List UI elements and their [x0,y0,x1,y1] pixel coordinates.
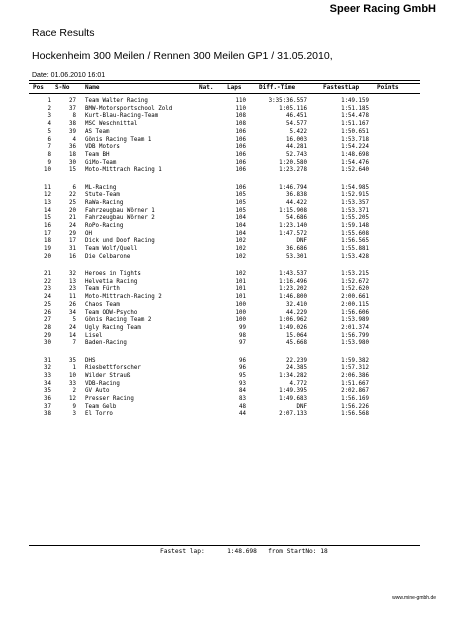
cell-pos: 37 [44,403,51,410]
cell-name: Moto-Mittrach-Racing 2 [85,294,162,301]
cell-fastest-lap: 1:55.881 [341,246,369,253]
cell-startno: 2 [72,388,76,395]
cell-fastest-lap: 1:52.620 [341,286,369,293]
column-header-nat: Nat. [199,84,214,91]
cell-diff-time: 1:34.282 [279,372,307,379]
cell-diff-time: 1:46.800 [279,294,307,301]
cell-startno: 33 [69,380,76,387]
cell-pos: 32 [44,365,51,372]
cell-pos: 23 [44,286,51,293]
cell-name: Riesbettforscher [85,365,141,372]
cell-name: Gönis Racing Team 2 [85,317,152,324]
cell-startno: 21 [69,215,76,222]
cell-pos: 9 [47,159,51,166]
cell-pos: 1 [47,98,51,104]
cell-startno: 16 [69,253,76,260]
cell-startno: 1 [72,365,76,372]
cell-pos: 5 [47,128,51,135]
cell-laps: 100 [235,301,246,308]
cell-startno: 11 [69,294,76,301]
cell-fastest-lap: 1:57.312 [341,365,369,372]
cell-name: Lisel [85,332,103,339]
cell-fastest-lap: 1:50.651 [341,128,369,135]
cell-diff-time: 53.301 [286,253,307,260]
cell-pos: 17 [44,230,51,237]
cell-laps: 104 [235,230,246,237]
cell-laps: 110 [235,105,246,112]
cell-name: Stute-Team [85,192,120,199]
cell-startno: 13 [69,278,76,285]
cell-diff-time: 36.686 [286,246,307,253]
cell-diff-time: 54.686 [286,215,307,222]
cell-laps: 98 [239,332,246,339]
cell-startno: 24 [69,324,76,331]
cell-name: Team Walter Racing [85,98,148,104]
cell-startno: 14 [69,332,76,339]
cell-name: GiMo-Team [85,159,117,166]
column-header-pos: Pos [33,84,44,91]
cell-name: Fahrzeugbau Wörner 1 [85,207,155,214]
cell-fastest-lap: 2:06.386 [341,372,369,379]
cell-laps: 84 [239,388,246,395]
cell-fastest-lap: 2:01.374 [341,324,369,331]
cell-laps: 105 [235,192,246,199]
cell-fastest-lap: 1:56.169 [341,396,369,402]
cell-name: Die Celbarone [85,253,131,260]
cell-laps: 44 [239,411,246,418]
cell-fastest-lap: 1:56.799 [341,332,369,339]
cell-laps: 101 [235,286,246,293]
cell-fastest-lap: 1:59.148 [341,223,369,229]
cell-name: VDB-Racing [85,380,120,387]
cell-startno: 37 [69,105,76,112]
fastest-lap-label: Fastest lap: [160,548,205,555]
fastest-lap-startno: 18 [320,548,328,555]
cell-startno: 25 [69,199,76,206]
cell-fastest-lap: 1:54.478 [341,113,369,120]
cell-pos: 18 [44,238,51,245]
cell-laps: 93 [239,380,246,387]
cell-startno: 8 [72,113,76,120]
cell-startno: 29 [69,230,76,237]
cell-laps: 108 [235,113,246,120]
cell-pos: 14 [44,207,51,214]
cell-name: Kurt-Blau-Racing-Team [85,113,159,120]
cell-startno: 18 [69,151,76,158]
cell-name: Moto-Mittrach Racing 1 [85,167,162,174]
cell-pos: 28 [44,324,51,331]
cell-startno: 4 [72,136,76,143]
cell-pos: 15 [44,215,51,222]
cell-name: Team BH [85,151,110,158]
cell-startno: 20 [69,207,76,214]
table-row [29,410,420,418]
cell-name: Team Wolf/Quell [85,246,138,253]
cell-pos: 13 [44,199,51,206]
cell-fastest-lap: 1:49.159 [341,98,369,104]
cell-pos: 10 [44,167,51,174]
cell-name: Team ODW-Psycho [85,309,138,316]
cell-laps: 99 [239,324,246,331]
cell-laps: 102 [235,238,246,245]
cell-pos: 12 [44,192,51,199]
cell-startno: 27 [69,98,76,104]
table-bottom-rule [29,545,420,546]
cell-pos: 36 [44,396,51,402]
cell-diff-time: DNF [296,403,307,410]
cell-name: Fahrzeugbau Wörner 2 [85,215,155,222]
cell-pos: 16 [44,223,51,229]
cell-name: Team Fürth [85,286,120,293]
cell-diff-time: 3:35:36.557 [268,98,307,104]
cell-pos: 34 [44,380,51,387]
cell-name: RoPo-Racing [85,223,124,229]
cell-fastest-lap: 1:56.568 [341,411,369,418]
cell-fastest-lap: 1:53.357 [341,199,369,206]
results-table-header [29,83,420,94]
cell-startno: 26 [69,301,76,308]
cell-fastest-lap: 1:51.167 [341,121,369,128]
fastest-lap-summary [160,548,328,555]
column-header-startno: S-No [55,84,70,91]
cell-pos: 30 [44,340,51,347]
cell-fastest-lap: 1:52.915 [341,192,369,199]
cell-diff-time: 1:49.026 [279,324,307,331]
cell-diff-time: 1:49.395 [279,388,307,395]
cell-laps: 105 [235,207,246,214]
column-header-laps: Laps [227,84,242,91]
cell-laps: 96 [239,357,246,364]
cell-diff-time: 15.064 [286,332,307,339]
cell-diff-time: 1:49.683 [279,396,307,402]
cell-pos: 7 [47,144,51,151]
cell-name: MSC Weschnittal [85,121,138,128]
cell-laps: 106 [235,159,246,166]
cell-name: OH [85,230,92,237]
fastest-lap-time: 1:48.698 [227,548,257,555]
cell-pos: 21 [44,271,51,277]
cell-pos: 31 [44,357,51,364]
cell-fastest-lap: 1:56.226 [341,403,369,410]
column-header-fastest-lap: FastestLap [323,84,360,91]
cell-name: RaWa-Racing [85,199,124,206]
cell-diff-time: 54.577 [286,121,307,128]
cell-diff-time: 1:06.962 [279,317,307,324]
cell-diff-time: 4.772 [289,380,307,387]
cell-fastest-lap: 1:54.985 [341,184,369,191]
cell-pos: 24 [44,294,51,301]
cell-pos: 20 [44,253,51,260]
cell-fastest-lap: 1:53.718 [341,136,369,143]
cell-diff-time: 44.281 [286,144,307,151]
cell-name: Presser Racing [85,396,134,402]
cell-laps: 48 [239,403,246,410]
cell-startno: 15 [69,167,76,174]
cell-name: Gönis Racing Team 1 [85,136,152,143]
cell-name: Baden-Racing [85,340,127,347]
cell-laps: 100 [235,309,246,316]
cell-laps: 96 [239,365,246,372]
cell-diff-time: 16.003 [286,136,307,143]
cell-fastest-lap: 1:52.672 [341,278,369,285]
header-rule [29,80,420,81]
cell-startno: 6 [72,184,76,191]
cell-diff-time: 1:15.908 [279,207,307,214]
cell-laps: 83 [239,396,246,402]
cell-fastest-lap: 1:53.428 [341,253,369,260]
column-header-name: Name [85,84,100,91]
cell-name: DHS [85,357,96,364]
cell-diff-time: 1:05.116 [279,105,307,112]
cell-laps: 101 [235,278,246,285]
cell-startno: 32 [69,271,76,277]
cell-name: BMW-Motorsportschool Zold [85,105,173,112]
cell-diff-time: 22.239 [286,357,307,364]
cell-startno: 24 [69,223,76,229]
cell-name: AS Team [85,128,110,135]
cell-pos: 11 [44,184,51,191]
cell-diff-time: 1:23.278 [279,167,307,174]
cell-name: Wilder Strauß [85,372,131,379]
cell-startno: 23 [69,286,76,293]
cell-startno: 38 [69,121,76,128]
cell-fastest-lap: 1:56.606 [341,309,369,316]
cell-fastest-lap: 1:53.980 [341,340,369,347]
cell-diff-time: 36.838 [286,192,307,199]
cell-laps: 100 [235,317,246,324]
cell-laps: 106 [235,167,246,174]
cell-diff-time: 52.743 [286,151,307,158]
cell-name: Team Gelb [85,403,117,410]
cell-fastest-lap: 1:53.989 [341,317,369,324]
cell-startno: 36 [69,144,76,151]
cell-laps: 104 [235,223,246,229]
cell-name: El Torro [85,411,113,418]
cell-diff-time: DNF [296,238,307,245]
cell-diff-time: 2:07.133 [279,411,307,418]
cell-fastest-lap: 1:54.224 [341,144,369,151]
cell-pos: 6 [47,136,51,143]
cell-startno: 12 [69,396,76,402]
cell-diff-time: 44.422 [286,199,307,206]
cell-pos: 29 [44,332,51,339]
cell-startno: 39 [69,128,76,135]
table-row [29,166,420,174]
cell-pos: 8 [47,151,51,158]
cell-laps: 106 [235,136,246,143]
cell-pos: 4 [47,121,51,128]
cell-laps: 106 [235,128,246,135]
cell-diff-time: 1:16.496 [279,278,307,285]
cell-laps: 97 [239,340,246,347]
cell-name: Ugly Racing Team [85,324,141,331]
print-date: Date: 01.06.2010 16:01 [32,72,106,79]
cell-fastest-lap: 1:55.205 [341,215,369,222]
cell-diff-time: 1:23.140 [279,223,307,229]
cell-diff-time: 5.422 [289,128,307,135]
cell-name: GV Auto [85,388,110,395]
cell-pos: 2 [47,105,51,112]
cell-name: VDB Motors [85,144,120,151]
cell-startno: 9 [72,403,76,410]
cell-startno: 7 [72,340,76,347]
cell-pos: 26 [44,309,51,316]
cell-laps: 106 [235,151,246,158]
cell-laps: 106 [235,144,246,151]
fastest-lap-from-label: from StartNo: [268,548,317,555]
cell-pos: 3 [47,113,51,120]
cell-startno: 5 [72,317,76,324]
cell-name: Chaos Team [85,301,120,308]
cell-startno: 31 [69,246,76,253]
cell-diff-time: 1:23.202 [279,286,307,293]
cell-diff-time: 44.229 [286,309,307,316]
cell-startno: 35 [69,357,76,364]
cell-diff-time: 24.385 [286,365,307,372]
cell-diff-time: 1:46.794 [279,184,307,191]
cell-laps: 102 [235,246,246,253]
cell-fastest-lap: 1:59.382 [341,357,369,364]
cell-pos: 19 [44,246,51,253]
column-header-points: Points [377,84,399,91]
cell-startno: 10 [69,372,76,379]
cell-fastest-lap: 1:54.476 [341,159,369,166]
cell-fastest-lap: 1:55.608 [341,230,369,237]
event-title: Hockenheim 300 Meilen / Rennen 300 Meilen GP1 / 31.05.2010, [32,50,333,62]
cell-startno: 34 [69,309,76,316]
footer-url: www.mine-gmbh.de [392,595,436,601]
cell-fastest-lap: 2:00.661 [341,294,369,301]
cell-pos: 25 [44,301,51,308]
cell-name: Dick und Doof Racing [85,238,155,245]
cell-laps: 106 [235,184,246,191]
cell-diff-time: 45.668 [286,340,307,347]
cell-name: Heroes in Tights [85,271,141,277]
cell-fastest-lap: 1:53.215 [341,271,369,277]
cell-fastest-lap: 2:00.115 [341,301,369,308]
cell-fastest-lap: 1:51.185 [341,105,369,112]
cell-fastest-lap: 2:02.867 [341,388,369,395]
cell-fastest-lap: 1:48.698 [341,151,369,158]
cell-diff-time: 1:20.580 [279,159,307,166]
cell-diff-time: 46.451 [286,113,307,120]
cell-laps: 110 [235,98,246,104]
cell-laps: 104 [235,215,246,222]
cell-laps: 101 [235,294,246,301]
cell-fastest-lap: 1:53.371 [341,207,369,214]
cell-pos: 27 [44,317,51,324]
cell-laps: 102 [235,253,246,260]
document-title: Race Results [32,27,95,39]
cell-pos: 35 [44,388,51,395]
column-header-diff-time: Diff.-Time [259,84,296,91]
table-row [29,253,420,261]
cell-diff-time: 32.410 [286,301,307,308]
cell-name: ML-Racing [85,184,117,191]
company-name: Speer Racing GmbH [329,3,436,15]
cell-pos: 33 [44,372,51,379]
cell-laps: 108 [235,121,246,128]
cell-diff-time: 1:47.572 [279,230,307,237]
cell-startno: 22 [69,192,76,199]
cell-fastest-lap: 1:56.565 [341,238,369,245]
cell-name: Helvetia Racing [85,278,138,285]
cell-fastest-lap: 1:51.667 [341,380,369,387]
cell-startno: 3 [72,411,76,418]
cell-fastest-lap: 1:52.640 [341,167,369,174]
cell-pos: 22 [44,278,51,285]
cell-laps: 105 [235,199,246,206]
cell-startno: 30 [69,159,76,166]
cell-startno: 17 [69,238,76,245]
cell-diff-time: 1:43.537 [279,271,307,277]
cell-pos: 38 [44,411,51,418]
cell-laps: 95 [239,372,246,379]
cell-laps: 102 [235,271,246,277]
table-row [29,339,420,347]
